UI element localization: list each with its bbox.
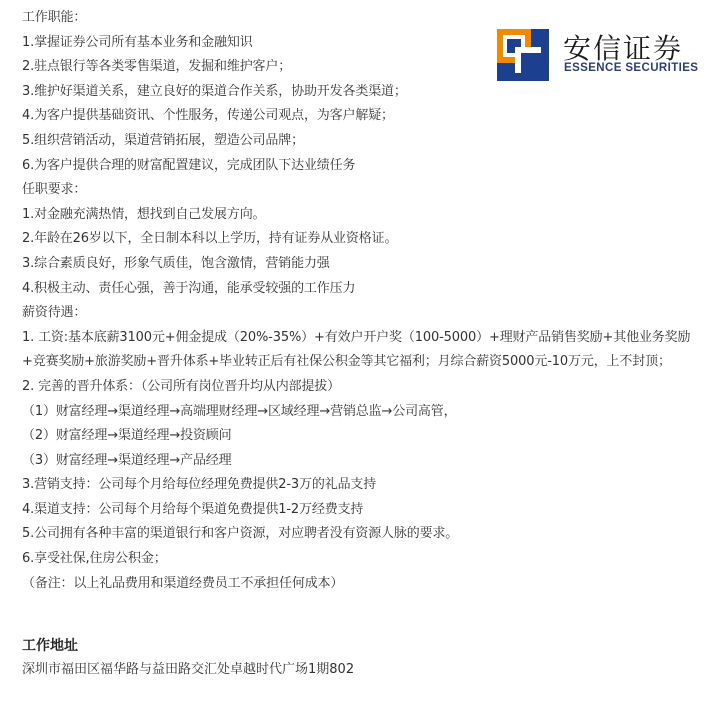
requirement-item: 1.对金融充满热情，想找到自己发展方向。: [22, 206, 266, 222]
benefits-heading: 薪资待遇：: [22, 305, 87, 321]
promotion-path: （3）财富经理→渠道经理→产品经理: [22, 452, 232, 468]
job-duty-item: 5.组织营销活动，渠道营销拓展，塑造公司品牌；: [22, 132, 304, 148]
job-duties-heading: 工作职能：: [22, 10, 87, 25]
requirement-item: 3.综合素质良好，形象气质佳，饱含激情，营销能力强: [22, 255, 330, 271]
job-duty-item: 2.驻点银行等各类零售渠道，发掘和维护客户；: [22, 59, 292, 75]
job-posting: [22, 0, 712, 682]
logo-english-name: ESSENCE SECURITIES: [564, 62, 699, 74]
benefits-note: （备注：以上礼品费用和渠道经费员工不承担任何成本）: [22, 575, 344, 591]
address-heading: 工作地址: [22, 638, 78, 655]
job-duty-item: 1.掌握证券公司所有基本业务和金融知识: [22, 34, 253, 50]
promotion-heading: 2. 完善的晋升体系：（公司所有岗位晋升均从内部提拔）: [22, 378, 340, 394]
job-duty-item: 3.维护好渠道关系，建立良好的渠道合作关系，协助开发各类渠道；: [22, 83, 407, 99]
promotion-path: （2）财富经理→渠道经理→投资顾问: [22, 428, 232, 444]
salary-line: 1. 工资:基本底薪3100元+佣金提成（20%-35%）+有效户开户奖（100-5000）+理财产品销售奖励+其他业务奖励: [22, 329, 691, 345]
logo-chinese-name: 安信证券: [563, 32, 684, 65]
benefit-item: 6.享受社保,住房公积金；: [22, 551, 167, 567]
salary-line-continued: +竞赛奖励+旅游奖励+晋升体系+毕业转正后有社保公积金等其它福利；月综合薪资5000元-10万元，上不封顶；: [22, 354, 671, 370]
address-text: 深圳市福田区福华路与益田路交汇处卓越时代广场1期802: [22, 662, 355, 678]
promotion-path: （1）财富经理→渠道经理→高端理财经理→区域经理→营销总监→公司高管，: [22, 403, 457, 419]
benefit-item: 3.营销支持：公司每个月给每位经理免费提供2-3万的礼品支持: [22, 477, 377, 493]
requirements-heading: 任职要求：: [22, 182, 87, 198]
requirement-item: 4.积极主动、责任心强，善于沟通，能承受较强的工作压力: [22, 280, 356, 296]
requirement-item: 2.年龄在26岁以下，全日制本科以上学历，持有证券从业资格证。: [22, 231, 398, 247]
benefit-item: 5.公司拥有各种丰富的渠道银行和客户资源，对应聘者没有资源人脉的要求。: [22, 526, 459, 542]
job-duty-item: 6.为客户提供合理的财富配置建议，完成团队下达业绩任务: [22, 157, 356, 173]
benefit-item: 4.渠道支持：公司每个月给每个渠道免费提供1-2万经费支持: [22, 501, 364, 517]
job-duty-item: 4.为客户提供基础资讯、个性服务，传递公司观点，为客户解疑；: [22, 108, 394, 124]
section-spacer: [22, 596, 712, 634]
